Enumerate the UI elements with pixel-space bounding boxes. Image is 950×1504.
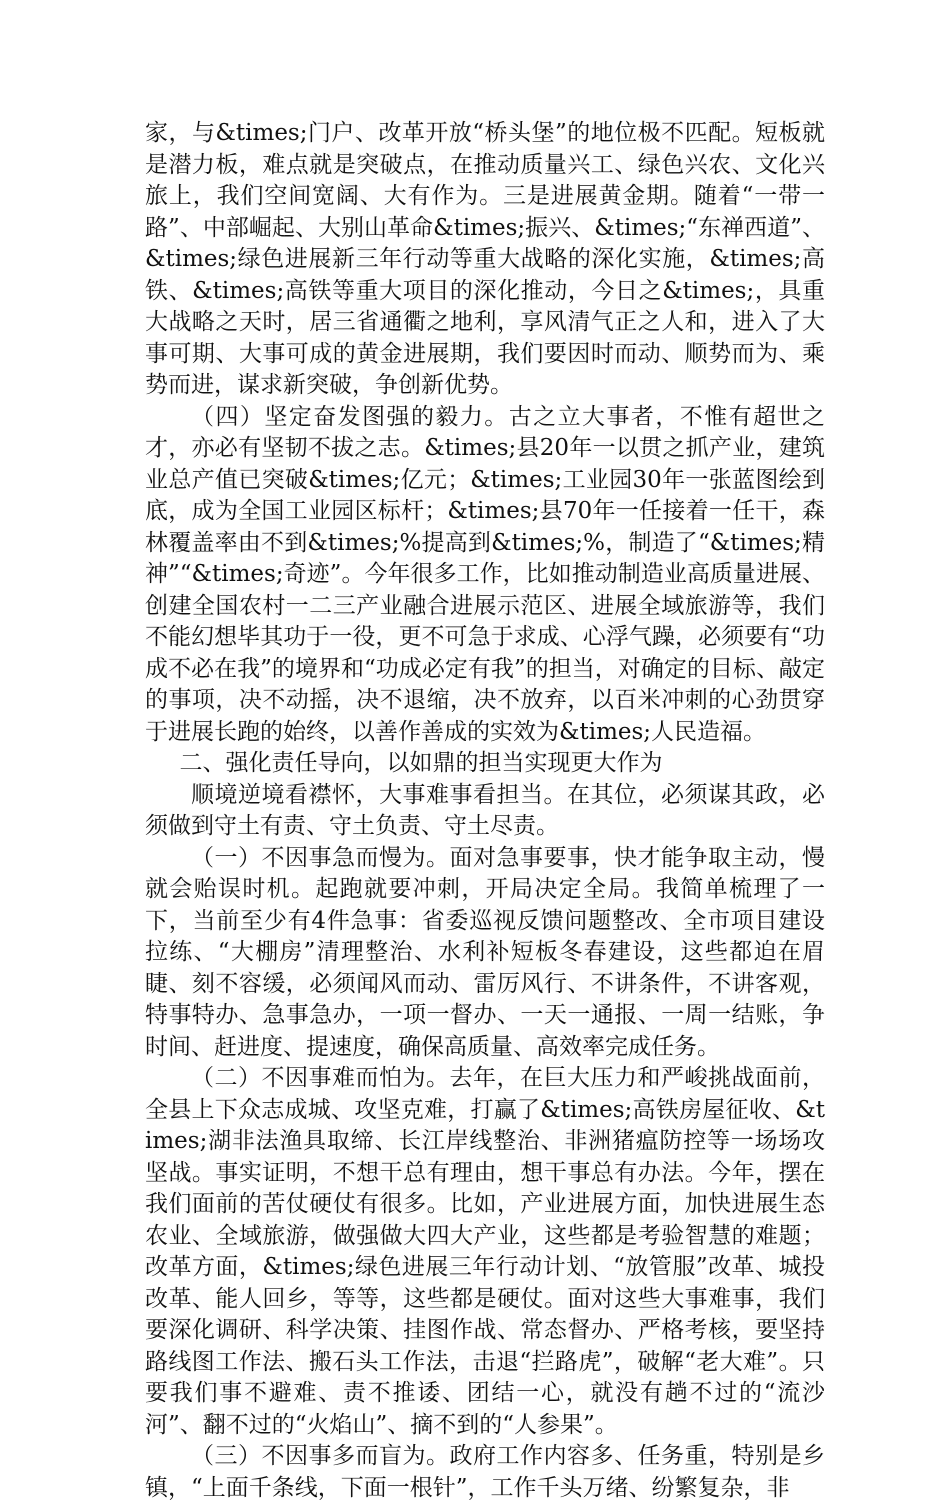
paragraph-perseverance: （四）坚定奋发图强的毅力。古之立大事者，不惟有超世之才，亦必有坚韧不拔之志。&times;县20年一以贯之抓产业，建筑业总产值已突破&times;亿元；&times;工业园30年一张蓝图绘到底，成为全国工业园区标杆；&times;县70年一任接着一任干，森林覆盖率由不到&times;%提高到&times;%，制造了“&times;精神”“&times;奇迹”。今年很多工作，比如推动制造业高质量进展、创建全国农村一二三产业融合进展示范区、进展全域旅游等，我们不能幻想毕其功于一役，更不可急于求成、心浮气躁，必须要有“功成不必在我”的境界和“功成必定有我”的担当，对确定的目标、敲定的事项，决不动摇，决不退缩，决不放弃，以百米冲刺的心劲贯穿于进展长跑的始终，以善作善成的实效为&times;人民造福。 [145, 403, 825, 745]
paragraph-urgent-matters: （一）不因事急而慢为。面对急事要事，快才能争取主动，慢就会贻误时机。起跑就要冲刺，开局决定全局。我简单梳理了一下，当前至少有4件急事：省委巡视反馈问题整改、全市项目建设拉练、“大棚房”清理整治、水利补短板冬春建设，这些都迫在眉睫、刻不容缓，必须闻风而动、雷厉风行、不讲条件，不讲客观，特事特办、急事急办，一项一督办、一天一通报、一周一结账，争时间、赶进度、提速度，确保高质量、高效率完成任务。 [145, 844, 825, 1060]
paragraph-continued-dev-period: 家，与&times;门户、改革开放“桥头堡”的地位极不匹配。短板就是潜力板，难点就是突破点，在推动质量兴工、绿色兴农、文化兴旅上，我们空间宽阔、大有作为。三是进展黄金期。随着“一带一路”、中部崛起、大别山革命&times;振兴、&times;“东禅西道”、&times;绿色进展新三年行动等重大战略的深化实施，&times;高铁、&times;高铁等重大项目的深化推动，今日之&times;，具重大战略之天时，居三省通衢之地利，享风清气正之人和，进入了大事可期、大事可成的黄金进展期，我们要因时而动、顺势而为、乘势而进，谋求新突破，争创新优势。 [145, 120, 825, 398]
paragraph-many-matters: （三）不因事多而盲为。政府工作内容多、任务重，特别是乡镇，“上面千条线，下面一根针”，工作千头万绪、纷繁复杂，非 [145, 1443, 825, 1501]
paragraph-difficult-matters: （二）不因事难而怕为。去年，在巨大压力和严峻挑战面前，全县上下众志成城、攻坚克难，打赢了&times;高铁房屋征收、&times;湖非法渔具取缔、长江岸线整治、非洲猪瘟防控等一场场攻坚战。事实证明，不想干总有理由，想干事总有办法。今年，摆在我们面前的苦仗硬仗有很多。比如，产业进展方面，加快进展生态农业、全域旅游，做强做大四大产业，这些都是考验智慧的难题；改革方面，&times;绿色进展三年行动计划、“放管服”改革、城投改革、能人回乡，等等，这些都是硬仗。面对这些大事难事，我们要深化调研、科学决策、挂图作战、常态督办、严格考核，要坚持路线图工作法、搬石头工作法，击退“拦路虎”，破解“老大难”。只要我们事不避难、责不推诿、团结一心，就没有趟不过的“流沙河”、翻不过的“火焰山”、摘不到的“人参果”。 [145, 1065, 825, 1438]
document-body [145, 118, 825, 1504]
section-heading-responsibility: 二、强化责任导向，以如鼎的担当实现更大作为 [179, 750, 663, 776]
paragraph-responsibility-intro: 顺境逆境看襟怀，大事难事看担当。在其位，必须谋其政，必须做到守土有责、守土负责、守土尽责。 [145, 781, 825, 839]
